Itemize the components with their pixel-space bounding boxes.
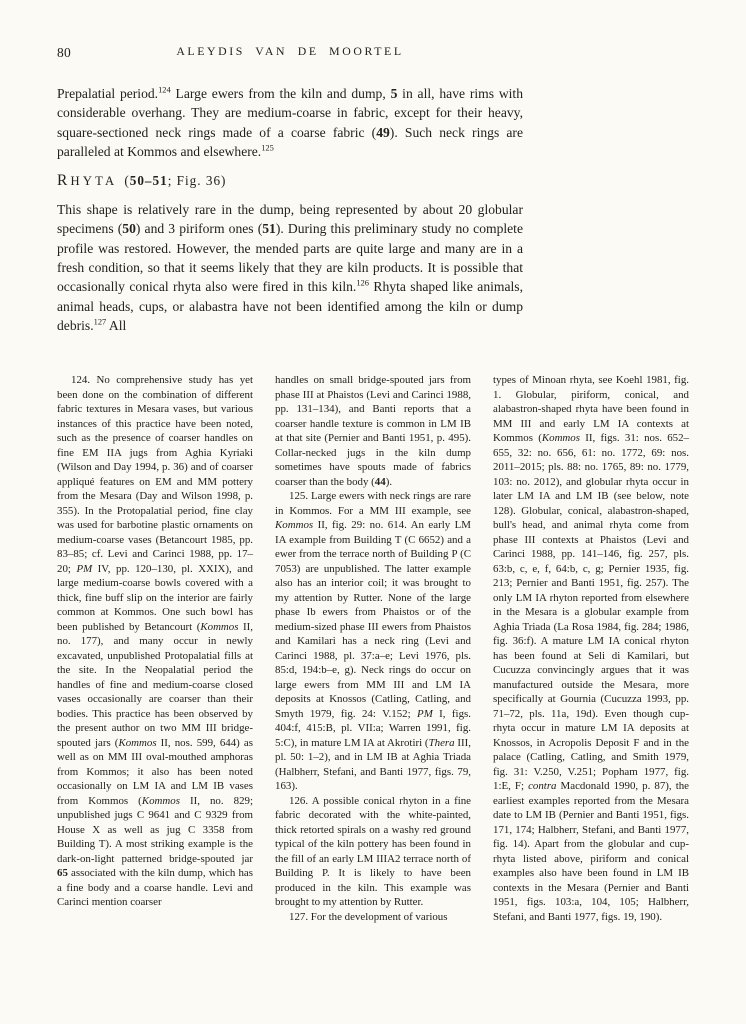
footnote-segment: 125. Large ewers with neck rings are rare in Kommos. For a MM III example, see Kommos II, fig. 29: no. 614. An early LM IA example from Building T (C 6652) and a ewer from the terrace north of Building P (C 7053) are unpublished. The latter example also has an interior coil; it was brought to my attention by Rutter. None of the large phase Ib ewers from Phaistos or of the medium-sized phase III ewers from Phaistos and Kamilari has a neck ring (Levi and Carinci 1988, pl. 37:a–e; Levi 1976, pls. 85:d, 194:b–e, g). Neck rings do occur on large ewers from MM III and LM IA deposits at Knossos (Catling, Catling, and Smyth 1979, fig. 24: V.152; PM I, figs. 404:f, 415:B, pl. VII:a; Warren 1991, fig. 5:C), in mature LM IA at Akrotiri (Thera III, pl. 50: 1–2), and in LM IB at Aghia Triada (Halbherr, Stefani, and Banti 1977, figs. 79, 163). <box>275 490 471 792</box>
footnote-segment: types of Minoan rhyta, see Koehl 1981, fig. 1. Globular, piriform, conical, and alabastron-shaped rhyta have been found in MM III and early LM IA contexts at Kommos (Kommos II, figs. 31: nos. 652–655, 32: no. 656, 61: no. 1772, 69: nos. 2011–2015; pls. 88: no. 1765, 89: no. 1779, 103: no. 2012), and globular rhyta occur in later LM IA and LM IB (see below, note 128). Globular, conical, alabastron-shaped, bull's head, and animal rhyta come from phase III contexts at Phaistos (Levi and Carinci 1988, pp. 141–146, fig. 257, pls. 63:b, c, e, f, 64:b, c, g; Pernier 1935, fig. 213; Pernier and Banti 1951, fig. 257). The only LM IA rhyton reported from elsewhere in the Mesara is a globular example from Aghia Triada (La Rosa 1984, fig. 284; 1986, fig. 36:f). A mature LM IA conical rhyton has been found at Seli di Kamilari, but Cucuzza convincingly argues that it was manufactured outside the Mesara, more specifically at Gournia (Cucuzza 1993, pp. 71–72, pls. 11a, 19d). Even though cup-rhyta occur in mature LM IA deposits at Knossos, in Acropolis Deposit F and in the palace (Catling, Catling, and Smith 1979, fig. 31: V.250, V.251; Popham 1977, fig. 1:E, F; contra Macdonald 1990, p. 87), the earliest examples reported from the Mesara date to LM IB (Pernier and Banti 1951, figs. 171, 174; Halbherr, Stefani, and Banti 1977, fig. 14). Apart from the globular and cup-rhyta listed above, piriform and conical examples also have been found in LM IB contexts in the Mesara (Pernier and Banti 1951, figs. 103:a, 104, 105; Halbherr, Stefani, and Banti 1977, figs. 19, 190). <box>493 374 690 923</box>
footnote-column-3 <box>493 373 689 924</box>
section-heading <box>57 172 523 190</box>
running-head <box>57 44 523 62</box>
footnote-column-1 <box>57 373 253 924</box>
section-heading-ref: (50–51; Fig. 36) <box>124 173 227 189</box>
main-text-block <box>57 84 523 335</box>
running-head-author: ALEYDIS VAN DE MOORTEL <box>176 44 404 58</box>
footnote-segment: 127. For the development of various <box>289 910 448 923</box>
footnotes-section <box>57 373 690 924</box>
body-paragraph: This shape is relatively rare in the dump, being represented by about 20 globular specimens (50) and 3 piriform ones (51). During this preliminary study no complete profile was restored. However, the mended parts are quite large and many are in a fresh condition, so that it seems likely that they are kiln products. It is possible that occasionally conical rhyta also were fired in this kiln.$^{126}$ Rhyta shaped like animals, animal heads, cups, or alabastra have not been identified among the kiln or dump debris.$^{127}$ All <box>57 202 523 333</box>
page-number: 80 <box>57 45 72 60</box>
body-paragraph: Prepalatial period.$^{124}$ Large ewers from the kiln and dump, 5 in all, have rims with considerable overhang. They are medium-coarse in fabric, except for their heavy, square-sectioned neck rings made of a coarse fabric (49). Such neck rings are paralleled at Kommos and elsewhere.$^{125}$ <box>57 84 523 159</box>
footnote-segment: 124. No comprehensive study has yet been done on the combination of different fabric textures in Mesara vases, but various instances of this practice have been noted, such as the presence of coarser handles on fine EM IIA jugs from Aghia Kyriaki (Wilson and Day 1994, p. 36) and of coarser appliqué features on EM and MM pottery from the Mesara (Day and Wilson 1998, p. 355). In the Protopalatial period, fine clay was used for barbotine plastic ornaments on medium-coarse vases (Betancourt 1985, pp. 83–85; cf. Levi and Carinci 1988, pp. 17–20; PM IV, pp. 120–130, pl. XXIX), and large medium-coarse bowls covered with a thick, fine buff slip on the interior are fairly common at Kommos. One such bowl has been published by Betancourt (Kommos II, no. 177), and many occur in newly excavated, unpublished Protopalatial fills at the site. In the Neopalatial period the handles of fine and medium-coarse closed vases occasionally are coarser than their bodies. This practice has been observed by the present author on two MM III bridge-spouted jars (Kommos II, nos. 599, 644) as well as on MM III oval-mouthed amphoras from Kommos; it also has been noted occasionally on LM IA and LM IB vases from Kommos (Kommos II, no. 829; unpublished jugs C 9641 and C 9329 from House X as well as jug C 3358 from Building T). A most striking example is the dark-on-light patterned bridge-spouted jar 65 associated with the kiln dump, which has a fine body and a coarse handle. Levi and Carinci mention coarser <box>57 374 253 908</box>
footnote-column-2 <box>275 373 471 924</box>
footnote-segment: 126. A possible conical rhyton in a fine fabric decorated with the white-painted, thick retorted spirals on a washy red ground typical of the kiln pottery has been found in the fill of an early LM IIIA2 terrace north of Building P. It is likely to have been produced in the kiln. This example was brought to my attention by Rutter. <box>275 794 471 908</box>
footnote-segment: handles on small bridge-spouted jars from phase III at Phaistos (Levi and Carinci 1988, pp. 131–134), and Banti reports that a coarser handle texture is common in LM IB at that site (Pernier and Banti 1951, p. 495). Collar-necked jugs in the kiln dump sometimes have spouts made of fabrics coarser than the body (44). <box>275 374 471 488</box>
section-heading-title: RHYTA <box>57 172 118 190</box>
